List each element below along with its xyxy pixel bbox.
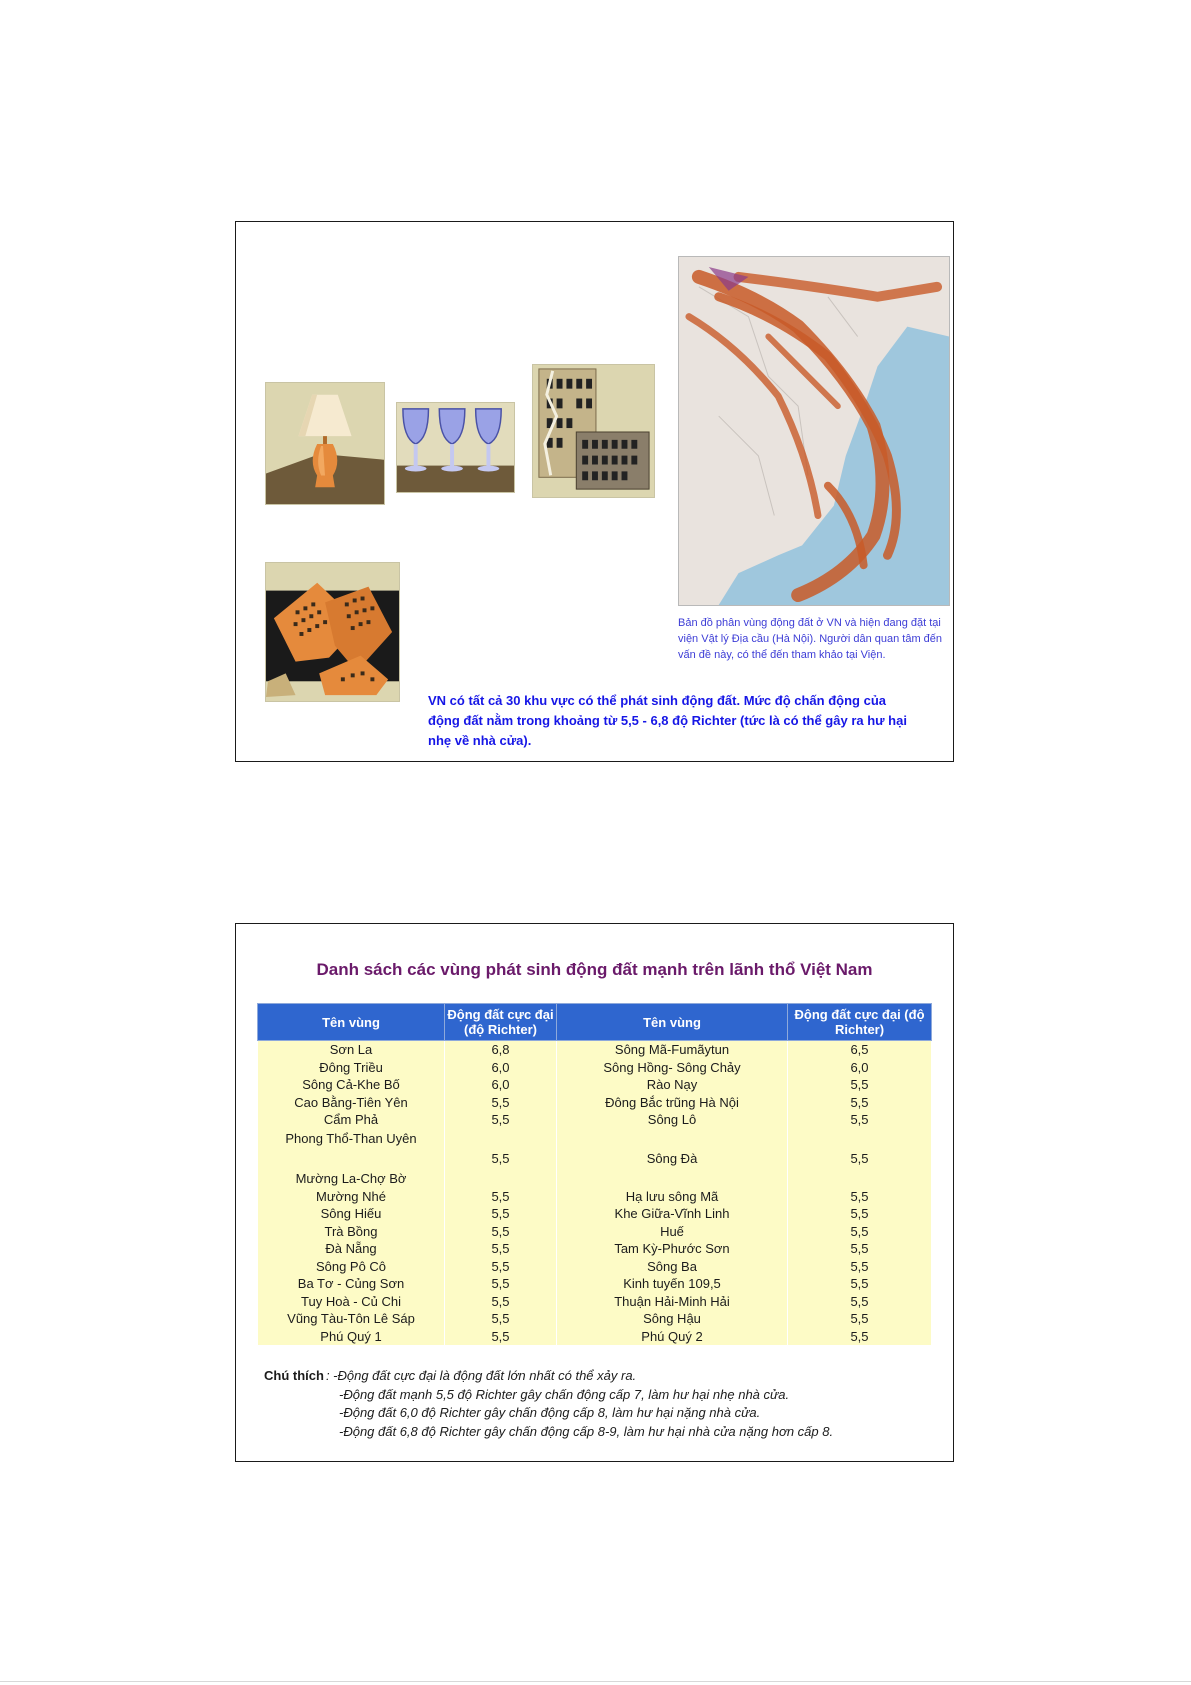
- magnitude-cell: 5,5: [788, 1094, 932, 1112]
- lamp-picture: [265, 382, 385, 505]
- magnitude-cell: 5,5: [445, 1094, 557, 1112]
- table-row: [258, 1094, 932, 1112]
- zone-name-cell: Sông Lô: [557, 1111, 788, 1129]
- magnitude-cell: 5,5: [788, 1111, 932, 1129]
- magnitude-cell: 5,5: [445, 1310, 557, 1328]
- zone-name-cell: Tuy Hoà - Củ Chi: [258, 1293, 445, 1311]
- zone-name-cell: Sông Hồng- Sông Chảy: [557, 1059, 788, 1077]
- zone-name-cell: Huế: [557, 1223, 788, 1241]
- notes-label: Chú thích: [264, 1368, 324, 1383]
- zone-name-cell: Sông Đà: [557, 1129, 788, 1188]
- magnitude-cell: 5,5: [445, 1223, 557, 1241]
- magnitude-cell: 5,5: [445, 1111, 557, 1129]
- magnitude-cell: 5,5: [445, 1205, 557, 1223]
- zone-name-cell: Hạ lưu sông Mã: [557, 1188, 788, 1206]
- magnitude-cell: 5,5: [788, 1275, 932, 1293]
- magnitude-cell: 5,5: [445, 1293, 557, 1311]
- zone-name-cell: Đà Nẵng: [258, 1240, 445, 1258]
- magnitude-cell: 5,5: [788, 1293, 932, 1311]
- zone-name-cell: Sông Mã-Fumãytun: [557, 1041, 788, 1059]
- zone-name-cell: Thuận Hải-Minh Hải: [557, 1293, 788, 1311]
- zone-name-cell: Vũng Tàu-Tôn Lê Sáp: [258, 1310, 445, 1328]
- zone-name-cell: Phú Quý 2: [557, 1328, 788, 1346]
- magnitude-cell: 6,0: [445, 1059, 557, 1077]
- table-row: [258, 1293, 932, 1311]
- note-line: -Động đất mạnh 5,5 độ Richter gây chấn động cấp 7, làm hư hại nhẹ nhà cửa.: [339, 1386, 790, 1402]
- magnitude-cell: 5,5: [788, 1310, 932, 1328]
- magnitude-cell: 5,5: [788, 1328, 932, 1346]
- table-row: [258, 1129, 932, 1188]
- column-header-zone-name: Tên vùng: [557, 1004, 788, 1041]
- note-line: : -Động đất cực đại là động đất lớn nhất có thể xảy ra.: [325, 1368, 637, 1383]
- summary-text: VN có tất cả 30 khu vực có thể phát sinh động đất. Mức độ chấn động của động đất nằm trong khoảng từ 5,5 - 6,8 độ Richter (tức là có thể gây ra hư hại nhẹ về nhà cửa).: [428, 693, 907, 748]
- table-row: [258, 1076, 932, 1094]
- zone-name-cell: Phú Quý 1: [258, 1328, 445, 1346]
- table-title: Danh sách các vùng phát sinh động đất mạnh trên lãnh thổ Việt Nam: [316, 960, 873, 979]
- earthquake-zones-table: [257, 1003, 932, 1345]
- zone-name-line: Mường La-Chợ Bờ: [295, 1170, 407, 1186]
- cracked-building-picture: [532, 364, 655, 498]
- magnitude-cell: 5,5: [788, 1129, 932, 1188]
- column-header-max-magnitude: Động đất cực đại (độ Richter): [788, 1004, 932, 1041]
- zone-name-line: Phong Thổ-Than Uyên: [285, 1130, 417, 1146]
- zone-name-cell: Cao Bằng-Tiên Yên: [258, 1094, 445, 1112]
- table-row: [258, 1188, 932, 1206]
- magnitude-cell: 5,5: [445, 1258, 557, 1276]
- table-row: [258, 1240, 932, 1258]
- magnitude-cell: 5,5: [445, 1328, 557, 1346]
- note-line: -Động đất 6,0 độ Richter gây chấn động cấp 8, làm hư hại nặng nhà cửa.: [339, 1405, 761, 1420]
- zone-name-cell: [258, 1129, 445, 1188]
- table-row: [258, 1258, 932, 1276]
- collapsed-building-picture: [265, 562, 400, 702]
- table-row: [258, 1205, 932, 1223]
- table-row: [258, 1059, 932, 1077]
- slide-earthquake-map: [235, 221, 954, 762]
- zone-name-cell: Sông Cả-Khe Bố: [258, 1076, 445, 1094]
- zone-name-cell: Khe Giữa-Vĩnh Linh: [557, 1205, 788, 1223]
- zone-name-cell: Trà Bồng: [258, 1223, 445, 1241]
- zone-name-cell: Sơn La: [258, 1041, 445, 1059]
- zone-name-cell: Tam Kỳ-Phước Sơn: [557, 1240, 788, 1258]
- magnitude-cell: 6,0: [445, 1076, 557, 1094]
- zone-name-cell: Ba Tơ - Củng Sơn: [258, 1275, 445, 1293]
- zone-name-cell: Sông Pô Cô: [258, 1258, 445, 1276]
- zone-name-cell: Kinh tuyến 109,5: [557, 1275, 788, 1293]
- magnitude-cell: 5,5: [788, 1076, 932, 1094]
- seismic-zoning-map: [678, 256, 950, 606]
- table-header-row: [258, 1004, 932, 1041]
- wine-glasses-picture: [396, 402, 515, 493]
- column-header-zone-name: Tên vùng: [258, 1004, 445, 1041]
- magnitude-cell: 5,5: [445, 1240, 557, 1258]
- zone-name-cell: Đông Triều: [258, 1059, 445, 1077]
- magnitude-cell: 5,5: [445, 1129, 557, 1188]
- note-line: -Động đất 6,8 độ Richter gây chấn động cấp 8-9, làm hư hại nhà cửa nặng hơn cấp 8.: [339, 1423, 834, 1439]
- column-header-max-magnitude: Động đất cực đại (độ Richter): [445, 1004, 557, 1041]
- magnitude-cell: 6,8: [445, 1041, 557, 1059]
- zone-name-cell: Rào Nạy: [557, 1076, 788, 1094]
- zone-name-cell: Sông Hậu: [557, 1310, 788, 1328]
- magnitude-cell: 5,5: [788, 1205, 932, 1223]
- table-row: [258, 1328, 932, 1346]
- magnitude-cell: 5,5: [788, 1240, 932, 1258]
- notes-first-line: [264, 1367, 944, 1386]
- zone-name-cell: Sông Ba: [557, 1258, 788, 1276]
- magnitude-cell: 5,5: [788, 1188, 932, 1206]
- magnitude-cell: 5,5: [788, 1223, 932, 1241]
- magnitude-cell: 6,5: [788, 1041, 932, 1059]
- table-row: [258, 1310, 932, 1328]
- zone-name-cell: Mường Nhé: [258, 1188, 445, 1206]
- table-row: [258, 1041, 932, 1059]
- page-bottom-rule: [0, 1681, 1191, 1682]
- slide-earthquake-table: [235, 923, 954, 1462]
- table-row: [258, 1111, 932, 1129]
- table-notes: [264, 1367, 944, 1441]
- table-row: [258, 1223, 932, 1241]
- magnitude-cell: 6,0: [788, 1059, 932, 1077]
- magnitude-cell: 5,5: [445, 1188, 557, 1206]
- zone-name-cell: Cẩm Phả: [258, 1111, 445, 1129]
- map-caption: Bản đồ phân vùng động đất ở VN và hiện đang đặt tại viện Vật lý Địa cầu (Hà Nội). Người dân quan tâm đến vấn đề này, có thể đến tham khảo tại Viện.: [678, 617, 943, 661]
- table-row: [258, 1275, 932, 1293]
- magnitude-cell: 5,5: [788, 1258, 932, 1276]
- zone-name-cell: Đông Bắc trũng Hà Nội: [557, 1094, 788, 1112]
- magnitude-cell: 5,5: [445, 1275, 557, 1293]
- zone-name-cell: Sông Hiếu: [258, 1205, 445, 1223]
